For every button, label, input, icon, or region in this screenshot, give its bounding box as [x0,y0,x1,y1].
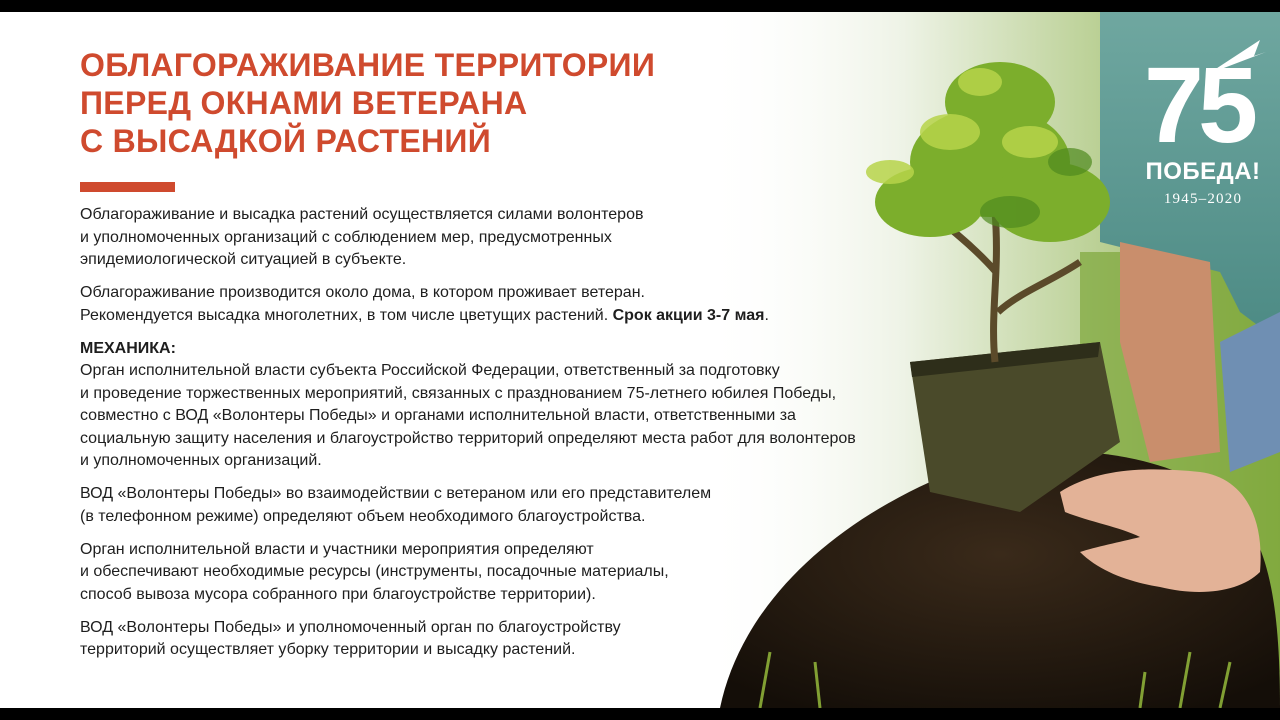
text-line: совместно с ВОД «Волонтеры Победы» и органами исполнительной власти, ответственными за [80,407,796,424]
text-line: социальную защиту населения и благоустройство территорий определяют места работ для волонтеров [80,429,856,447]
slide-body [80,204,940,672]
title-line: С ВЫСАДКОЙ РАСТЕНИЙ [80,123,492,159]
text-line: (в телефонном режиме) определяют объем необходимого благоустройства. [80,507,646,525]
paragraph-cleanup [80,617,940,662]
title-line: ОБЛАГОРАЖИВАНИЕ ТЕРРИТОРИИ [80,47,656,83]
paragraph-mechanics [80,338,940,473]
slide-title [80,46,655,160]
mechanics-heading: МЕХАНИКА: [80,339,176,357]
text-line: способ вывоза мусора собранного при благоустройстве территории). [80,585,596,603]
text-line: и проведение торжественных мероприятий, связанных с празднованием 75-летнего юбилея Победы, [80,384,837,402]
text-line: и уполномоченных организаций с соблюдением мер, предусмотренных [80,228,612,246]
paragraph-resources [80,539,940,607]
accent-bar [80,182,175,192]
paragraph-volume [80,483,940,528]
paragraph-intro [80,204,940,272]
text-line: территорий осуществляет уборку территории и высадку растений. [80,641,576,658]
text-line: Облагораживание и высадка растений осуществляется силами волонтеров [80,206,644,223]
title-line: ПЕРЕД ОКНАМИ ВЕТЕРАНА [80,85,528,121]
paragraph-location [80,282,940,327]
text-line: ВОД «Волонтеры Победы» во взаимодействии с ветераном или его представителем [80,485,712,502]
victory-75-emblem-icon [1138,34,1268,159]
logo-number: 75 [1143,44,1253,159]
text-line [80,305,940,328]
slide [0,12,1280,708]
text-line: и уполномоченных организаций. [80,452,322,469]
logo-years: 1945–2020 [1163,191,1243,207]
text-fragment: . [764,306,769,324]
text-line: Орган исполнительной власти субъекта Российской Федерации, ответственный за подготовку [80,362,780,379]
text-line: и обеспечивают необходимые ресурсы (инструменты, посадочные материалы, [80,563,669,580]
text-line: эпидемиологической ситуацией в субъекте. [80,251,407,268]
logo-word: ПОБЕДА! [1145,158,1261,185]
victory-75-logo [1138,34,1268,224]
text-line: Орган исполнительной власти и участники мероприятия определяют [80,540,594,558]
text-line: Облагораживание производится около дома, в котором проживает ветеран. [80,284,645,301]
action-dates: Срок акции 3-7 мая [612,306,765,324]
text-fragment: Рекомендуется высадка многолетних, в том числе цветущих растений. [80,306,613,324]
text-line: ВОД «Волонтеры Победы» и уполномоченный орган по благоустройству [80,618,621,636]
